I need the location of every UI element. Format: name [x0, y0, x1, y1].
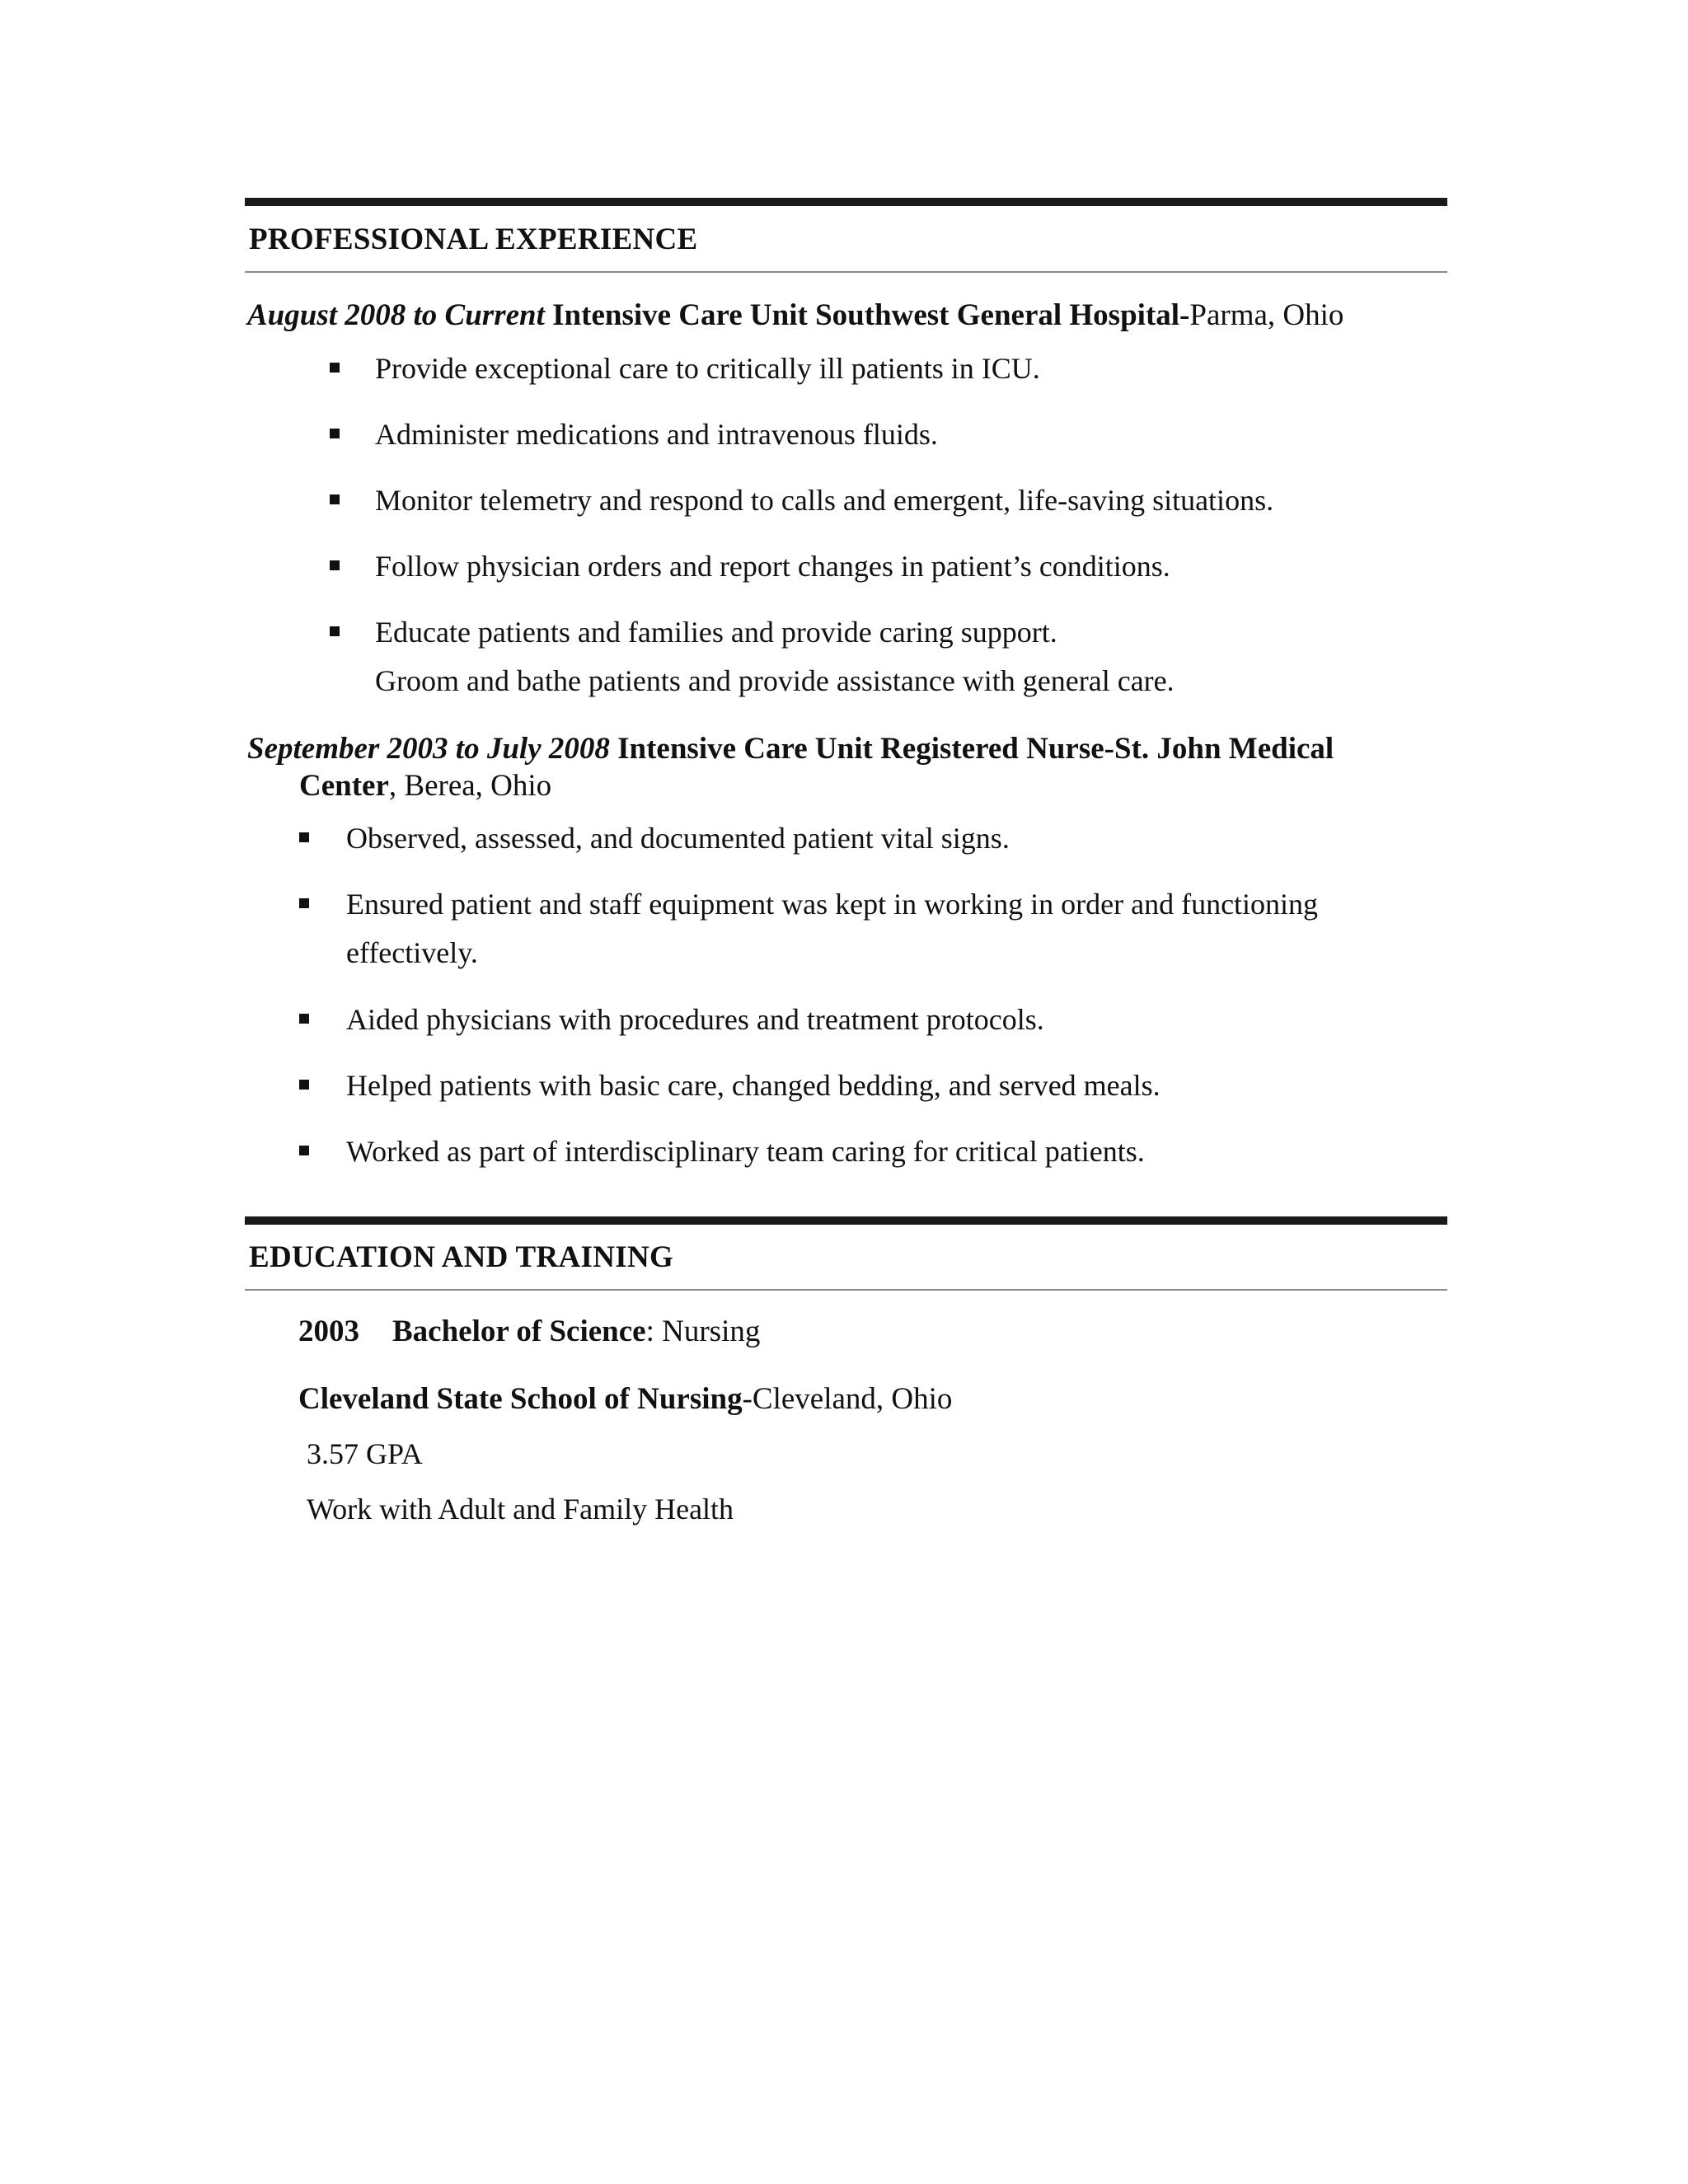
school-line [298, 1384, 952, 1414]
section-rule-bottom [245, 1289, 1447, 1291]
degree-name: Bachelor of Science [392, 1315, 646, 1348]
job-2-dates: September 2003 to July 2008 [247, 732, 610, 766]
job-2-bullet-continuation: effectively. [346, 936, 478, 969]
section-rule-top [245, 198, 1447, 206]
resume-page: PROFESSIONAL EXPERIENCE August 2008 to Current Intensive Care Unit Southwest General Hospital-Parma, Ohio Provide exceptional care to critically ill patients in ICU. Administer medications and intravenous fluids. Monitor telemetry and respond to calls and emergent, life-saving situations. Follow physician orders and report changes in patient’s conditions. Educate patients and families and provide caring support. Groom and bathe patients and provide assistance with general care. September 2003 to July 2008 Intensive Care Unit Registered Nurse-St. John Medical Center, Berea, Ohio Observed, assessed, and documented patient vital signs. Ensured patient and staff equipment was kept in working in order and functioning effectively. Aided physicians with procedures and treatment protocols. Helped patients with basic care, changed bedding, and served meals. Worked as part of interdisciplinary team caring for critical patients. EDUCATION AND TRAINING 2003 Bachelor of Science: Nursing Cleveland State School of Nursing-Cleveland, Ohio 3.57 GPA Work with Adult and Family Health [0, 0, 1688, 2184]
bullet-icon [299, 1080, 309, 1090]
section-rule-top [245, 1216, 1447, 1225]
bullet-icon [299, 1014, 309, 1024]
bullet-icon [330, 363, 340, 373]
bullet-icon [330, 560, 340, 570]
education-heading: EDUCATION AND TRAINING [249, 1240, 674, 1274]
job-1-header [247, 300, 1451, 330]
job-2-header [247, 730, 1451, 804]
bullet-icon [330, 626, 340, 636]
bullet-icon [299, 832, 309, 842]
job-1-title: Intensive Care Unit Southwest General Hospital- [552, 298, 1190, 332]
job-2-title: Intensive Care Unit Registered Nurse-St. John Medical [617, 732, 1334, 766]
job-1-dates: August 2008 to Current [247, 298, 545, 332]
bullet-icon [299, 898, 309, 908]
bullet-icon [299, 1146, 309, 1155]
degree-year: 2003 [298, 1315, 359, 1348]
school-name: Cleveland State School of Nursing [298, 1382, 743, 1416]
experience-heading: PROFESSIONAL EXPERIENCE [249, 223, 698, 256]
job-1-location: Parma, Ohio [1189, 298, 1344, 332]
degree-field: : Nursing [645, 1315, 761, 1348]
job-1-extra-line: Groom and bathe patients and provide assistance with general care. [375, 664, 1175, 697]
job-2-title-cont: Center [299, 769, 389, 803]
bullet-icon [330, 429, 340, 438]
degree-line [298, 1316, 760, 1347]
school-location: -Cleveland, Ohio [742, 1382, 953, 1416]
section-rule-bottom [245, 271, 1447, 273]
bullet-icon [330, 494, 340, 504]
job-2-location: , Berea, Ohio [388, 769, 552, 803]
gpa: 3.57 GPA [307, 1437, 423, 1470]
education-note: Work with Adult and Family Health [307, 1493, 734, 1526]
